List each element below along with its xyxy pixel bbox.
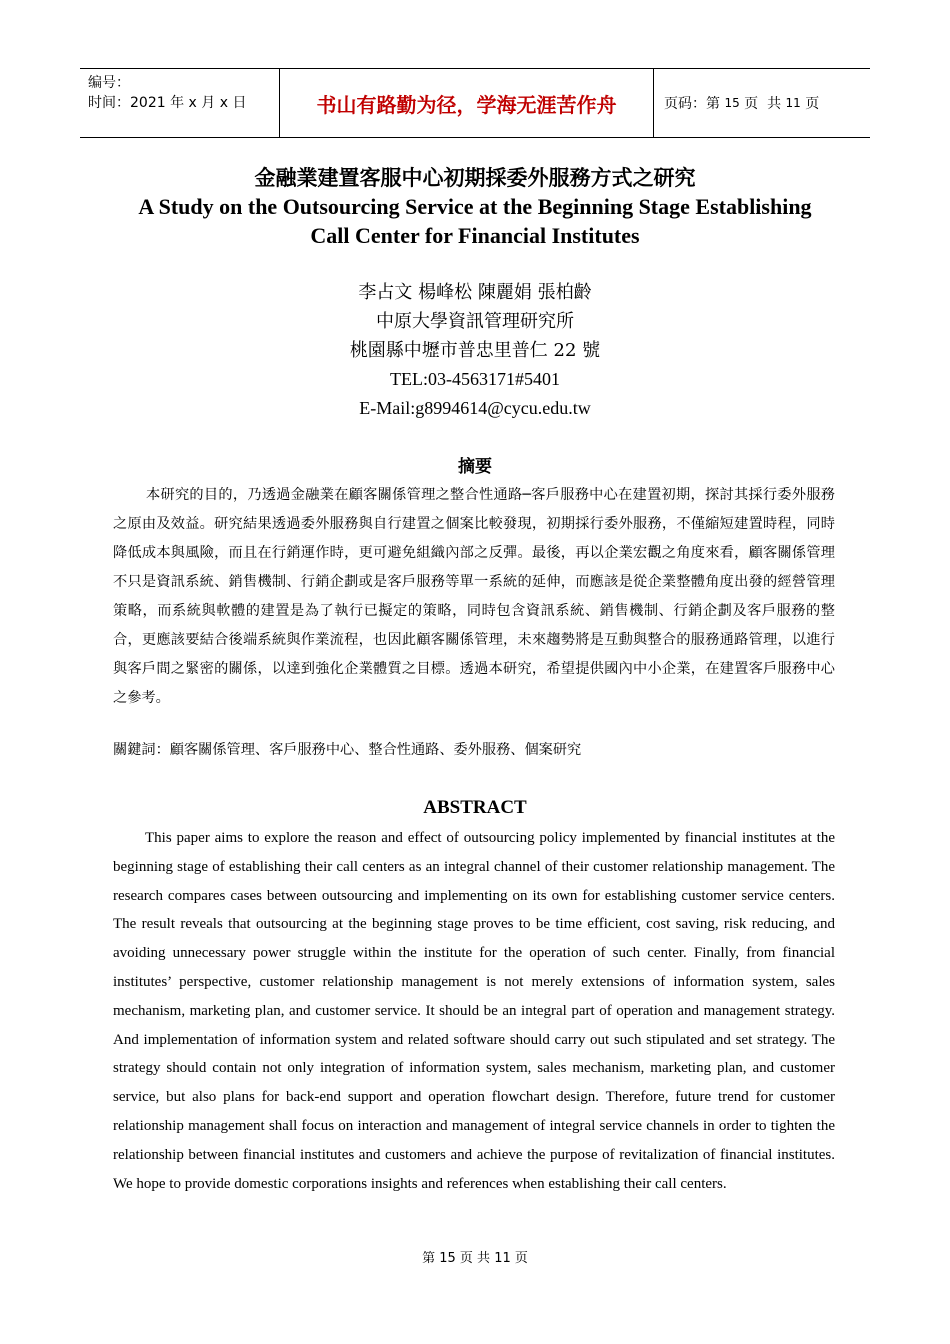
header-meta <box>80 69 280 137</box>
paper-title-en <box>100 192 850 250</box>
page-prefix: 页码：第 <box>664 96 725 112</box>
title-en-line-2: Call Center for Financial Institutes <box>310 223 640 248</box>
document-header <box>80 68 870 138</box>
page-footer <box>0 1247 950 1266</box>
footer-mid: 页 共 <box>455 1251 495 1266</box>
author-affiliation: 中原大學資訊管理研究所 <box>376 311 574 332</box>
header-motto: 书山有路勤为径，学海无涯苦作舟 <box>280 69 654 137</box>
time-label: 时间：2021 年 x 月 x 日 <box>88 95 247 111</box>
footer-prefix: 第 <box>422 1251 440 1266</box>
author-address: 桃園縣中壢市普忠里普仁 22 號 <box>349 340 601 361</box>
footer-suffix: 页 <box>510 1251 528 1266</box>
footer-total: 11 <box>494 1251 511 1266</box>
page-current: 15 <box>724 96 740 110</box>
abstract-zh-text: 本研究的目的，乃透過金融業在顧客關係管理之整合性通路─客戶服務中心在建置初期，探討其採行委外服務之原由及效益。研究結果透過委外服務與自行建置之個案比較發現，初期採行委外服務，不僅縮短建置時程，同時降低成本與風險，而且在行銷運作時，更可避免組織內部之反彈。最後，再以企業宏觀之角度來看，顧客關係管理不只是資訊系統、銷售機制、行銷企劃或是客戶服務等單一系統的延伸，而應該是從企業整體角度出發的經營管理策略，而系統與軟體的建置是為了執行已擬定的策略，同時包含資訊系統、銷售機制、行銷企劃及客戶服務的整合，更應該要結合後端系統與作業流程，也因此顧客關係管理，未來趨勢將是互動與整合的服務通路管理，以進行與客戶間之緊密的關係，以達到強化企業體質之目標。透過本研究，希望提供國內中小企業，在建置客戶服務中心之參考。 <box>113 487 835 706</box>
number-label: 编号： <box>88 75 130 91</box>
keywords: 關鍵詞：顧客關係管理、客戶服務中心、整合性通路、委外服務、個案研究 <box>113 742 582 758</box>
abstract-en-heading: ABSTRACT <box>423 797 527 818</box>
footer-current: 15 <box>439 1251 456 1266</box>
title-en-line-1: A Study on the Outsourcing Service at the Beginning Stage Establishing <box>138 194 812 219</box>
abstract-zh-heading: 摘要 <box>458 457 492 477</box>
abstract-en-text: This paper aims to explore the reason and effect of outsourcing policy implemented by financial institutes at the beginning stage of establishing their call centers as an integral channel of their customer relationship management. The research compares cases between outsourcing and implementing on its own for establishing customer service centers. The result reveals that outsourcing at the beginning stage proves to be time efficient, cost saving, risk reducing, and avoiding unnecessary power struggle within the institute for the operation of such center. Finally, from financial institutes’ perspective, customer relationship management is not merely extensions of information system, sales mechanism, marketing plan, and customer service. It should be an integral part of operation and management strategy. And implementation of information system and related software should carry out such stipulated and set strategy. The strategy should contain not only integration of information system, sales mechanism, marketing plan, and customer service, but also plans for back-end support and operation flowchart design. Therefore, future trend for customer relationship management shall focus on interaction and management of integral service channels in order to tighten the relationship between financial institutes and customers and achieve the purpose of revitalization of financial institutes. We hope to provide domestic corporations insights and references when establishing their call centers. <box>113 830 835 1192</box>
author-email: E-Mail:g8994614@cycu.edu.tw <box>359 398 591 418</box>
page-mid: 页 共 <box>739 96 786 112</box>
author-names: 李占文 楊峰松 陳麗娟 張柏齡 <box>358 282 592 303</box>
author-block <box>0 278 950 423</box>
author-tel: TEL:03-4563171#5401 <box>390 369 560 389</box>
page-total: 11 <box>785 96 801 110</box>
paper-title-zh: 金融業建置客服中心初期採委外服務方式之研究 <box>254 165 696 190</box>
page-suffix: 页 <box>800 96 820 112</box>
abstract-zh-body <box>113 481 835 713</box>
header-page-info <box>654 69 870 137</box>
abstract-en-body <box>113 824 835 1198</box>
